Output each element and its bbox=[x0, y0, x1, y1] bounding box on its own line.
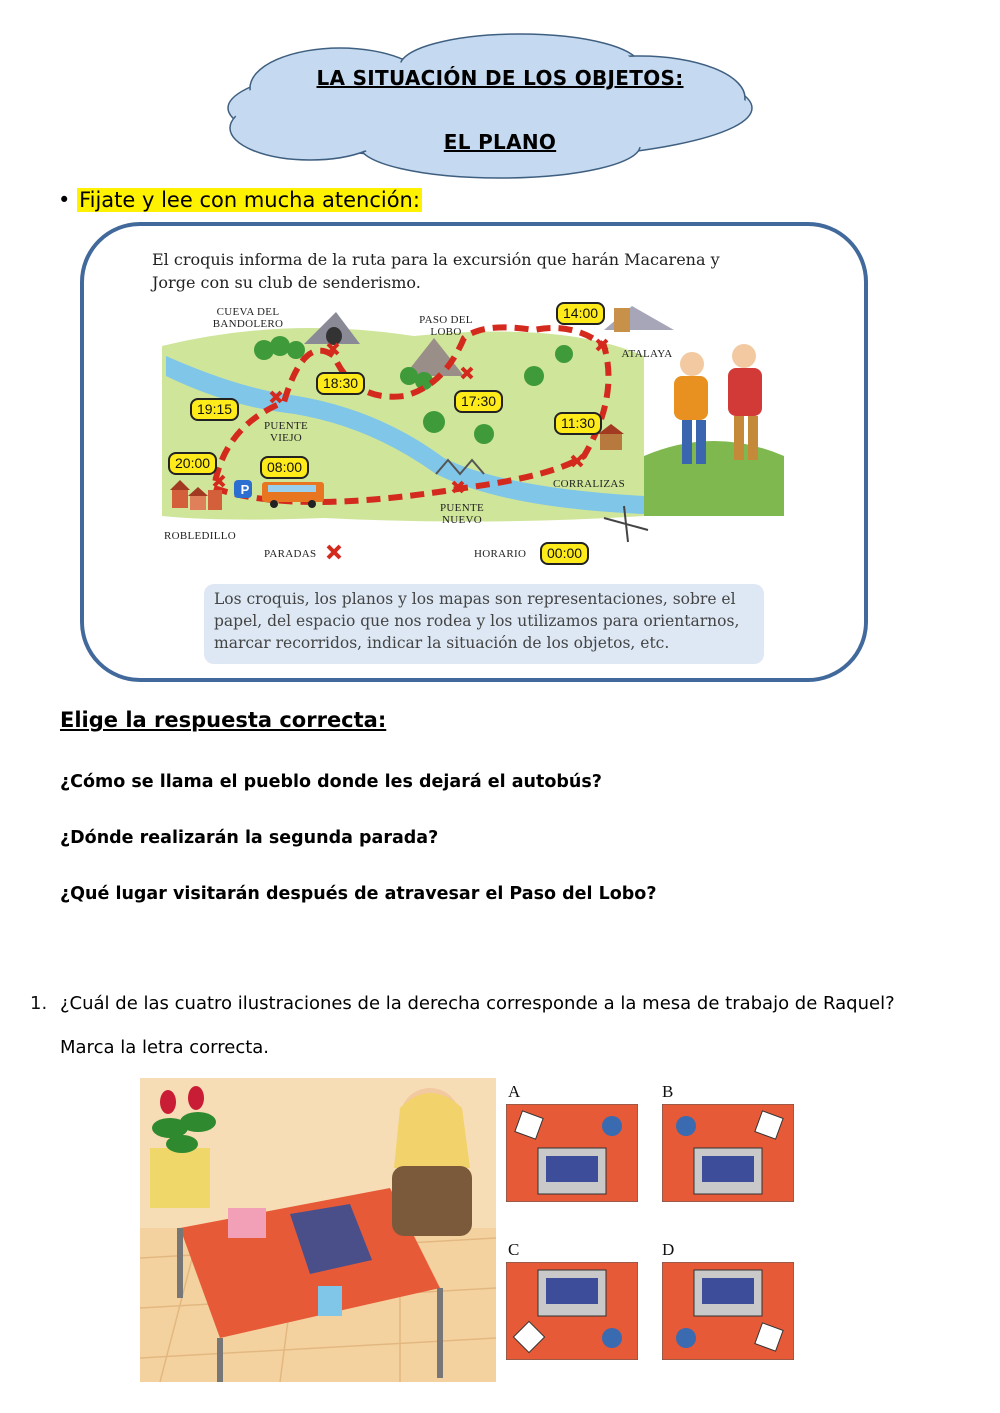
legend-horario: HORARIO bbox=[474, 548, 527, 560]
hikers bbox=[644, 344, 784, 516]
question-item: ¿Cómo se llama el pueblo donde les dejará el autobús? bbox=[60, 772, 602, 792]
flower-pot bbox=[150, 1148, 210, 1208]
time-badge: 17:30 bbox=[454, 390, 503, 413]
tower bbox=[614, 308, 630, 332]
option-label-c[interactable]: C bbox=[508, 1240, 520, 1259]
option-desk-a[interactable] bbox=[506, 1104, 638, 1202]
note-box bbox=[228, 1208, 266, 1238]
legend-paradas: PARADAS bbox=[264, 548, 317, 560]
page-subtitle: EL PLANO bbox=[443, 130, 557, 154]
exercise-number: 1. bbox=[30, 993, 48, 1014]
instruction-text: Fijate y lee con mucha atención: bbox=[79, 188, 420, 212]
map-note: Los croquis, los planos y los mapas son representaciones, sobre el papel, del espacio que nos rodea y los utilizamos para orientarnos, marcar recorridos, indicar la situación de los objetos, etc. bbox=[204, 584, 764, 664]
option-label-d[interactable]: D bbox=[662, 1240, 675, 1259]
time-badge: 18:30 bbox=[316, 372, 365, 395]
label-puente-viejo: PUENTE VIEJO bbox=[264, 420, 308, 444]
cave-entrance bbox=[326, 327, 342, 345]
label-puente-nuevo: PUENTE NUEVO bbox=[440, 502, 484, 526]
paradas-marker bbox=[328, 546, 340, 558]
time-badge: 08:00 bbox=[260, 456, 309, 479]
time-badge: 20:00 bbox=[168, 452, 217, 475]
time-badge: 19:15 bbox=[190, 398, 239, 421]
question-item: ¿Qué lugar visitarán después de atravesar el Paso del Lobo? bbox=[60, 884, 657, 904]
label-corralizas: CORRALIZAS bbox=[552, 478, 626, 490]
instruction bbox=[58, 188, 422, 212]
label-paso: PASO DEL LOBO bbox=[419, 314, 473, 338]
corralizas-house bbox=[600, 434, 622, 450]
bullet: • bbox=[58, 188, 71, 212]
option-label-b[interactable]: B bbox=[662, 1082, 674, 1101]
label-robledillo: ROBLEDILLO bbox=[164, 530, 237, 542]
questions-heading: Elige la respuesta correcta: bbox=[60, 708, 387, 732]
page-title: LA SITUACIÓN DE LOS OBJETOS: bbox=[316, 66, 684, 90]
option-desk-b[interactable] bbox=[662, 1104, 794, 1202]
raquel-illustration bbox=[140, 1078, 496, 1382]
exercise-instruction: Marca la letra correcta. bbox=[60, 1037, 270, 1058]
label-atalaya: ATALAYA bbox=[621, 348, 673, 360]
time-badge: 14:00 bbox=[556, 302, 605, 325]
exercise-question: ¿Cuál de las cuatro ilustraciones de la derecha corresponde a la mesa de trabajo de Raquel? bbox=[60, 993, 895, 1014]
title-cloud bbox=[220, 28, 760, 188]
parking-letter: P bbox=[240, 482, 250, 497]
option-desk-c[interactable] bbox=[506, 1262, 638, 1360]
map-frame bbox=[80, 222, 868, 682]
time-badge: 11:30 bbox=[554, 412, 602, 435]
label-cueva: CUEVA DEL BANDOLERO bbox=[212, 306, 284, 330]
option-label-a[interactable]: A bbox=[508, 1082, 521, 1101]
map-intro: El croquis informa de la ruta para la excursión que harán Macarena y Jorge con su club de senderismo. bbox=[152, 250, 720, 292]
pencil-cup bbox=[318, 1286, 342, 1316]
legend-time-sample: 00:00 bbox=[540, 542, 589, 565]
option-desk-d[interactable] bbox=[662, 1262, 794, 1360]
question-item: ¿Dónde realizarán la segunda parada? bbox=[60, 828, 439, 848]
